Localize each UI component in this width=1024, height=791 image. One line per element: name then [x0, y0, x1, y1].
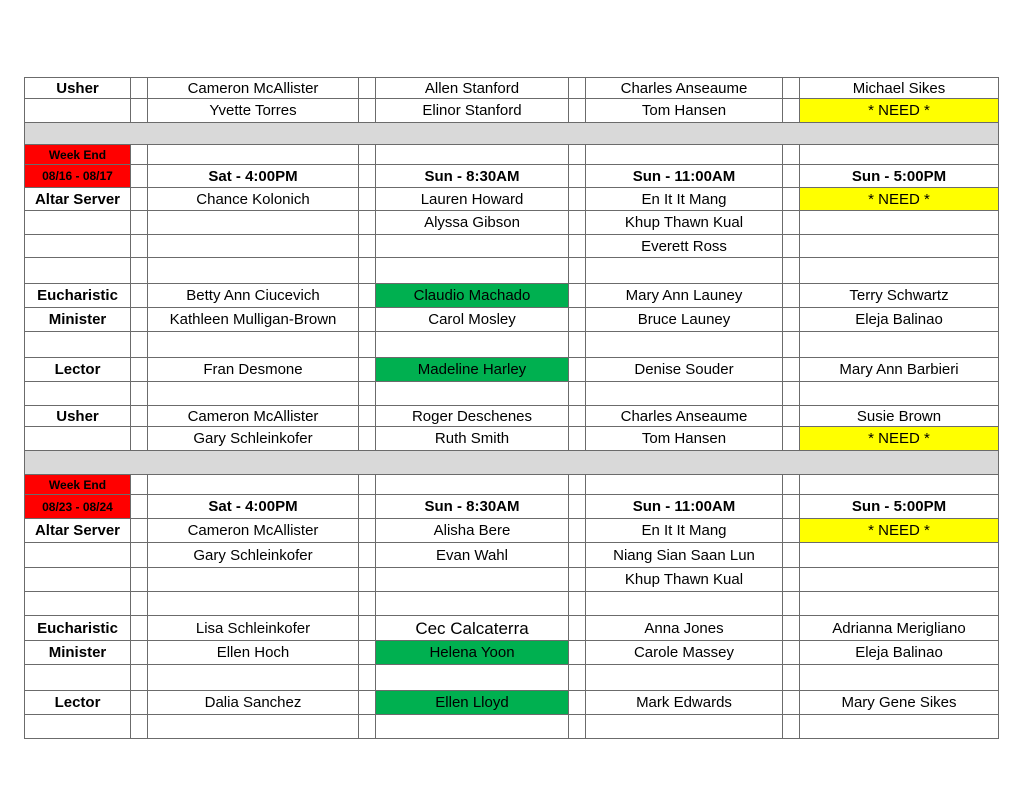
spacer-cell [359, 165, 376, 188]
mass-2-cell: Ruth Smith [376, 427, 569, 451]
spacer-cell [569, 495, 586, 519]
spacer-cell [359, 235, 376, 258]
mass-2-cell: Ellen Lloyd [376, 691, 569, 715]
mass-1-cell: Betty Ann Ciucevich [148, 284, 359, 308]
mass-1-cell [148, 475, 359, 495]
role-label [25, 543, 131, 568]
schedule-row [25, 332, 999, 358]
spacer-cell [783, 616, 800, 641]
mass-2-cell: Alisha Bere [376, 519, 569, 543]
role-label: Altar Server [25, 519, 131, 543]
mass-2-cell [376, 665, 569, 691]
mass-4-cell: Susie Brown [800, 406, 999, 427]
spacer-cell [359, 543, 376, 568]
spacer-cell [783, 519, 800, 543]
spacer-cell [569, 715, 586, 739]
spacer-cell [131, 592, 148, 616]
spacer-cell [131, 475, 148, 495]
mass-time-header: Sun - 8:30AM [376, 165, 569, 188]
mass-3-cell [586, 382, 783, 406]
mass-4-cell: Mary Gene Sikes [800, 691, 999, 715]
mass-4-cell: * NEED * [800, 427, 999, 451]
spacer-cell [569, 475, 586, 495]
spacer-cell [131, 145, 148, 165]
spacer-cell [131, 568, 148, 592]
spacer-cell [131, 308, 148, 332]
schedule-row [25, 715, 999, 739]
mass-2-cell: Allen Stanford [376, 78, 569, 99]
mass-2-cell [376, 145, 569, 165]
role-label [25, 211, 131, 235]
mass-4-cell [800, 543, 999, 568]
mass-4-cell [800, 258, 999, 284]
schedule-row [25, 165, 999, 188]
spacer-cell [131, 284, 148, 308]
schedule-row [25, 308, 999, 332]
mass-3-cell: Carole Massey [586, 641, 783, 665]
mass-2-cell [376, 258, 569, 284]
spacer-cell [359, 211, 376, 235]
separator-cell [25, 123, 999, 145]
mass-4-cell [800, 145, 999, 165]
mass-2-cell: Elinor Stanford [376, 99, 569, 123]
mass-time-header: Sat - 4:00PM [148, 165, 359, 188]
spacer-cell [783, 332, 800, 358]
mass-4-cell [800, 568, 999, 592]
role-label [25, 568, 131, 592]
schedule-row [25, 99, 999, 123]
spacer-cell [131, 188, 148, 211]
spacer-cell [569, 165, 586, 188]
spacer-cell [783, 188, 800, 211]
mass-2-cell: Alyssa Gibson [376, 211, 569, 235]
mass-4-cell [800, 475, 999, 495]
ministry-schedule-table [24, 77, 999, 739]
mass-3-cell [586, 258, 783, 284]
role-label [25, 382, 131, 406]
mass-3-cell: Niang Sian Saan Lun [586, 543, 783, 568]
mass-2-cell: Roger Deschenes [376, 406, 569, 427]
spacer-cell [783, 165, 800, 188]
spacer-cell [569, 691, 586, 715]
spacer-cell [783, 691, 800, 715]
mass-2-cell: Lauren Howard [376, 188, 569, 211]
schedule-row [25, 284, 999, 308]
mass-1-cell: Kathleen Mulligan-Brown [148, 308, 359, 332]
mass-1-cell [148, 145, 359, 165]
mass-4-cell [800, 665, 999, 691]
mass-4-cell: Terry Schwartz [800, 284, 999, 308]
spacer-cell [569, 406, 586, 427]
mass-2-cell: Helena Yoon [376, 641, 569, 665]
spacer-cell [131, 358, 148, 382]
spacer-cell [783, 568, 800, 592]
spacer-cell [359, 475, 376, 495]
mass-3-cell: Tom Hansen [586, 99, 783, 123]
role-label: Eucharistic [25, 616, 131, 641]
mass-4-cell: Eleja Balinao [800, 308, 999, 332]
spacer-cell [783, 427, 800, 451]
mass-3-cell [586, 332, 783, 358]
schedule-body [25, 78, 999, 739]
schedule-row [25, 592, 999, 616]
role-label [25, 665, 131, 691]
spacer-cell [131, 258, 148, 284]
mass-2-cell [376, 332, 569, 358]
spacer-cell [569, 592, 586, 616]
spacer-cell [131, 665, 148, 691]
spacer-cell [131, 495, 148, 519]
mass-1-cell: Lisa Schleinkofer [148, 616, 359, 641]
spacer-cell [131, 616, 148, 641]
mass-2-cell [376, 568, 569, 592]
mass-1-cell [148, 568, 359, 592]
schedule-row [25, 616, 999, 641]
spacer-cell [783, 284, 800, 308]
mass-1-cell: Cameron McAllister [148, 406, 359, 427]
schedule-row [25, 665, 999, 691]
spacer-cell [569, 284, 586, 308]
spacer-cell [359, 568, 376, 592]
mass-1-cell: Cameron McAllister [148, 519, 359, 543]
spacer-cell [569, 382, 586, 406]
spacer-cell [569, 427, 586, 451]
mass-3-cell [586, 592, 783, 616]
mass-4-cell: Eleja Balinao [800, 641, 999, 665]
role-label [25, 99, 131, 123]
spacer-cell [783, 145, 800, 165]
role-label: Minister [25, 308, 131, 332]
spacer-cell [359, 715, 376, 739]
schedule-row [25, 145, 999, 165]
week-end-label: Week End [25, 145, 131, 165]
spacer-cell [783, 358, 800, 382]
role-label: Usher [25, 406, 131, 427]
mass-3-cell: Mary Ann Launey [586, 284, 783, 308]
separator-cell [25, 451, 999, 475]
spacer-cell [783, 382, 800, 406]
schedule-row [25, 641, 999, 665]
mass-4-cell [800, 382, 999, 406]
mass-1-cell [148, 235, 359, 258]
mass-3-cell: En It It Mang [586, 519, 783, 543]
spacer-cell [569, 519, 586, 543]
schedule-row [25, 358, 999, 382]
spacer-cell [569, 308, 586, 332]
spacer-cell [783, 543, 800, 568]
spacer-cell [131, 332, 148, 358]
mass-time-header: Sat - 4:00PM [148, 495, 359, 519]
spacer-cell [783, 592, 800, 616]
mass-2-cell [376, 382, 569, 406]
role-label [25, 592, 131, 616]
role-label [25, 715, 131, 739]
spacer-cell [569, 99, 586, 123]
spacer-cell [359, 358, 376, 382]
mass-1-cell: Chance Kolonich [148, 188, 359, 211]
mass-2-cell [376, 592, 569, 616]
mass-1-cell: Yvette Torres [148, 99, 359, 123]
mass-3-cell: Everett Ross [586, 235, 783, 258]
spacer-cell [783, 406, 800, 427]
mass-2-cell: Carol Mosley [376, 308, 569, 332]
spacer-cell [359, 145, 376, 165]
mass-time-header: Sun - 11:00AM [586, 165, 783, 188]
mass-4-cell [800, 235, 999, 258]
spacer-cell [569, 543, 586, 568]
spacer-cell [359, 691, 376, 715]
schedule-row [25, 427, 999, 451]
role-label: Eucharistic [25, 284, 131, 308]
spacer-cell [569, 665, 586, 691]
spacer-cell [131, 165, 148, 188]
spacer-cell [783, 211, 800, 235]
spacer-cell [569, 258, 586, 284]
spacer-cell [783, 99, 800, 123]
mass-3-cell: Denise Souder [586, 358, 783, 382]
spacer-cell [359, 78, 376, 99]
spacer-cell [783, 475, 800, 495]
spacer-cell [359, 616, 376, 641]
spacer-cell [131, 715, 148, 739]
spacer-cell [359, 332, 376, 358]
mass-1-cell [148, 382, 359, 406]
spacer-cell [569, 145, 586, 165]
mass-1-cell [148, 592, 359, 616]
mass-3-cell: Khup Thawn Kual [586, 568, 783, 592]
mass-3-cell: En It It Mang [586, 188, 783, 211]
mass-2-cell: Cec Calcaterra [376, 616, 569, 641]
mass-2-cell: Madeline Harley [376, 358, 569, 382]
schedule-row [25, 382, 999, 406]
spacer-cell [359, 188, 376, 211]
mass-2-cell: Claudio Machado [376, 284, 569, 308]
mass-3-cell: Khup Thawn Kual [586, 211, 783, 235]
mass-1-cell [148, 332, 359, 358]
spacer-cell [131, 691, 148, 715]
mass-1-cell: Fran Desmone [148, 358, 359, 382]
spacer-cell [359, 382, 376, 406]
spacer-cell [783, 308, 800, 332]
spacer-cell [569, 616, 586, 641]
role-label: Usher [25, 78, 131, 99]
mass-3-cell: Charles Anseaume [586, 406, 783, 427]
mass-2-cell [376, 715, 569, 739]
spacer-cell [359, 258, 376, 284]
week-end-label: 08/16 - 08/17 [25, 165, 131, 188]
mass-3-cell [586, 145, 783, 165]
spacer-cell [131, 519, 148, 543]
spacer-cell [131, 543, 148, 568]
mass-1-cell: Gary Schleinkofer [148, 543, 359, 568]
mass-1-cell: Gary Schleinkofer [148, 427, 359, 451]
role-label [25, 427, 131, 451]
schedule-row [25, 495, 999, 519]
mass-4-cell: Mary Ann Barbieri [800, 358, 999, 382]
spacer-cell [131, 382, 148, 406]
mass-2-cell: Evan Wahl [376, 543, 569, 568]
schedule-row [25, 691, 999, 715]
mass-2-cell [376, 475, 569, 495]
role-label [25, 332, 131, 358]
schedule-row [25, 543, 999, 568]
mass-1-cell [148, 665, 359, 691]
mass-3-cell: Anna Jones [586, 616, 783, 641]
spacer-cell [359, 406, 376, 427]
mass-1-cell: Dalia Sanchez [148, 691, 359, 715]
mass-time-header: Sun - 11:00AM [586, 495, 783, 519]
spacer-cell [569, 332, 586, 358]
mass-3-cell [586, 665, 783, 691]
spacer-cell [359, 495, 376, 519]
spacer-cell [783, 665, 800, 691]
mass-1-cell [148, 258, 359, 284]
mass-1-cell [148, 211, 359, 235]
mass-4-cell: Michael Sikes [800, 78, 999, 99]
spacer-cell [359, 519, 376, 543]
spacer-cell [569, 188, 586, 211]
spacer-cell [359, 427, 376, 451]
week-end-label: 08/23 - 08/24 [25, 495, 131, 519]
spacer-cell [131, 406, 148, 427]
mass-3-cell: Mark Edwards [586, 691, 783, 715]
mass-3-cell [586, 715, 783, 739]
spacer-cell [569, 235, 586, 258]
spacer-cell [359, 284, 376, 308]
schedule-row [25, 568, 999, 592]
spacer-cell [783, 641, 800, 665]
spacer-cell [359, 308, 376, 332]
mass-time-header: Sun - 8:30AM [376, 495, 569, 519]
schedule-row [25, 475, 999, 495]
mass-4-cell [800, 211, 999, 235]
schedule-row [25, 235, 999, 258]
schedule-row [25, 78, 999, 99]
schedule-row [25, 519, 999, 543]
schedule-row [25, 188, 999, 211]
spacer-cell [569, 211, 586, 235]
role-label [25, 235, 131, 258]
mass-3-cell [586, 475, 783, 495]
spacer-cell [131, 99, 148, 123]
schedule-row [25, 406, 999, 427]
mass-3-cell: Tom Hansen [586, 427, 783, 451]
mass-4-cell: Adrianna Merigliano [800, 616, 999, 641]
mass-4-cell: * NEED * [800, 188, 999, 211]
role-label: Minister [25, 641, 131, 665]
schedule-row [25, 258, 999, 284]
role-label: Lector [25, 358, 131, 382]
mass-4-cell: * NEED * [800, 99, 999, 123]
spacer-cell [569, 78, 586, 99]
spacer-cell [131, 78, 148, 99]
spacer-cell [783, 495, 800, 519]
mass-2-cell [376, 235, 569, 258]
mass-1-cell [148, 715, 359, 739]
spacer-cell [783, 258, 800, 284]
section-separator [25, 451, 999, 475]
role-label: Lector [25, 691, 131, 715]
spacer-cell [569, 358, 586, 382]
spacer-cell [783, 78, 800, 99]
spacer-cell [569, 568, 586, 592]
spacer-cell [783, 715, 800, 739]
role-label: Altar Server [25, 188, 131, 211]
mass-time-header: Sun - 5:00PM [800, 495, 999, 519]
mass-4-cell [800, 592, 999, 616]
spacer-cell [131, 427, 148, 451]
schedule-row [25, 211, 999, 235]
spacer-cell [569, 641, 586, 665]
spacer-cell [359, 665, 376, 691]
week-end-label: Week End [25, 475, 131, 495]
mass-1-cell: Cameron McAllister [148, 78, 359, 99]
spacer-cell [359, 592, 376, 616]
mass-4-cell [800, 332, 999, 358]
mass-3-cell: Charles Anseaume [586, 78, 783, 99]
spacer-cell [131, 641, 148, 665]
spacer-cell [359, 641, 376, 665]
spacer-cell [131, 211, 148, 235]
spacer-cell [359, 99, 376, 123]
mass-1-cell: Ellen Hoch [148, 641, 359, 665]
mass-4-cell: * NEED * [800, 519, 999, 543]
spacer-cell [131, 235, 148, 258]
mass-3-cell: Bruce Launey [586, 308, 783, 332]
mass-4-cell [800, 715, 999, 739]
section-separator [25, 123, 999, 145]
mass-time-header: Sun - 5:00PM [800, 165, 999, 188]
spacer-cell [783, 235, 800, 258]
role-label [25, 258, 131, 284]
